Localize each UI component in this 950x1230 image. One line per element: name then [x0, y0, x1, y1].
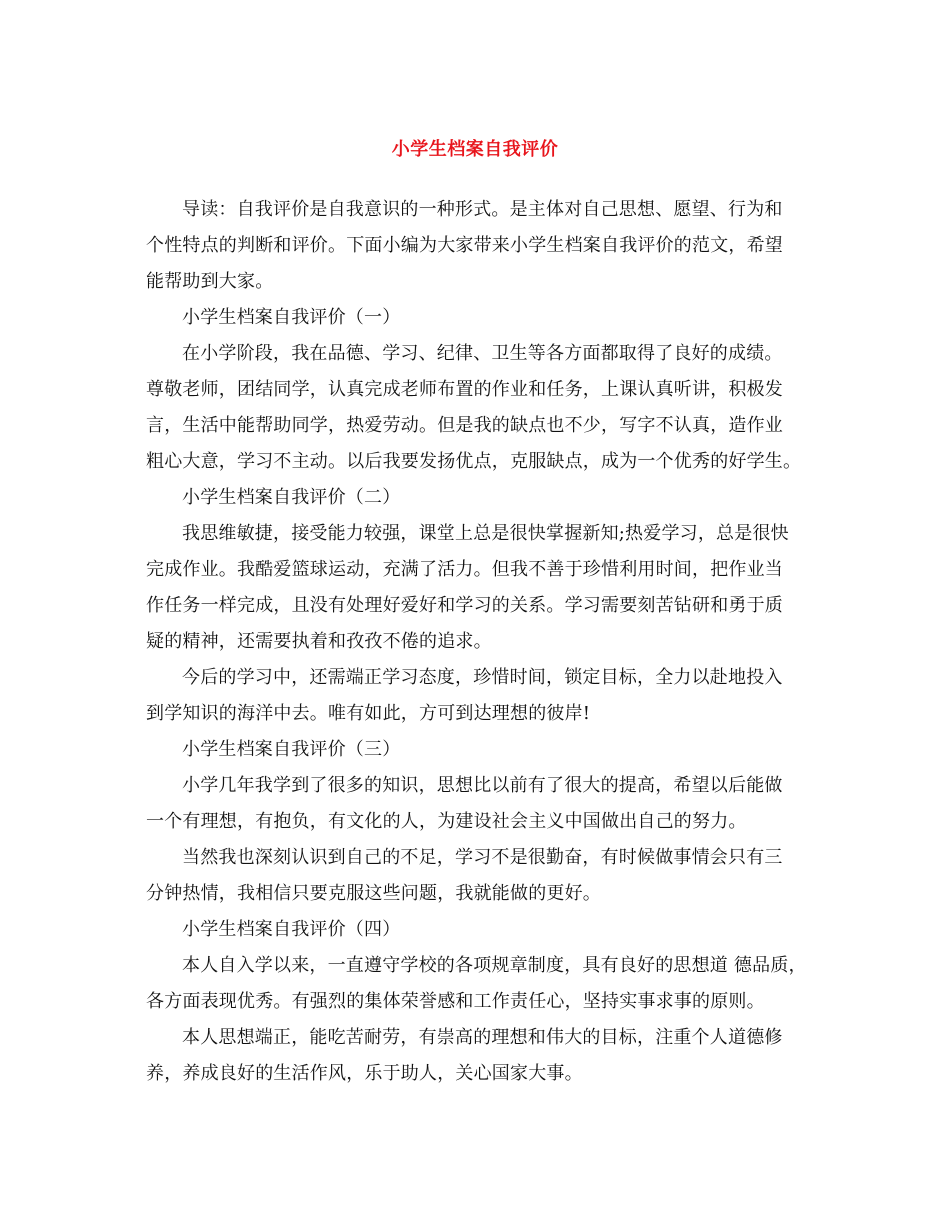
document-title: 小学生档案自我评价 — [391, 139, 559, 160]
paragraph-line: 作任务一样完成，且没有处理好爱好和学习的关系。学习需要刻苦钻研和勇于质 — [146, 595, 783, 616]
section-heading-1: 小学生档案自我评价（一） — [182, 307, 401, 328]
paragraph-line: 本人思想端正，能吃苦耐劳，有崇高的理想和伟大的目标，注重个人道德修 — [182, 1027, 783, 1048]
paragraph-line: 粗心大意，学习不主动。以后我要发扬优点，克服缺点，成为一个优秀的好学生。 — [146, 451, 802, 472]
paragraph-line: 各方面表现优秀。有强烈的集体荣誉感和工作责任心，坚持实事求事的原则。 — [146, 991, 765, 1012]
section-heading-2: 小学生档案自我评价（二） — [182, 487, 401, 508]
paragraph-line: 分钟热情，我相信只要克服这些问题，我就能做的更好。 — [146, 883, 601, 904]
paragraph-line: 完成作业。我酷爱篮球运动，充满了活力。但我不善于珍惜利用时间，把作业当 — [146, 559, 783, 580]
section-heading-4: 小学生档案自我评价（四） — [182, 919, 401, 940]
intro-line-2: 个性特点的判断和评价。下面小编为大家带来小学生档案自我评价的范文，希望 — [146, 235, 783, 256]
paragraph-line: 小学几年我学到了很多的知识，思想比以前有了很大的提高，希望以后能做 — [182, 775, 783, 796]
paragraph-line: 一个有理想，有抱负，有文化的人，为建设社会主义中国做出自己的努力。 — [146, 811, 747, 832]
paragraph-line: 到学知识的海洋中去。唯有如此，方可到达理想的彼岸! — [146, 703, 591, 724]
paragraph-line: 我思维敏捷，接受能力较强，课堂上总是很快掌握新知;热爱学习，总是很快 — [182, 523, 789, 544]
paragraph-line: 疑的精神，还需要执着和孜孜不倦的追求。 — [146, 631, 492, 652]
section-heading-3: 小学生档案自我评价（三） — [182, 739, 401, 760]
paragraph-line: 养，养成良好的生活作风，乐于助人，关心国家大事。 — [146, 1063, 583, 1084]
paragraph-line: 尊敬老师，团结同学，认真完成老师布置的作业和任务，上课认真听讲，积极发 — [146, 379, 783, 400]
paragraph-line: 本人自入学以来，一直遵守学校的各项规章制度，具有良好的思想道 德品质， — [182, 955, 807, 976]
paragraph-line: 言，生活中能帮助同学，热爱劳动。但是我的缺点也不少，写字不认真，造作业 — [146, 415, 783, 436]
intro-line-3: 能帮助到大家。 — [146, 271, 274, 292]
paragraph-line: 当然我也深刻认识到自己的不足，学习不是很勤奋，有时候做事情会只有三 — [182, 847, 783, 868]
intro-line-1: 导读：自我评价是自我意识的一种形式。是主体对自己思想、愿望、行为和 — [182, 199, 783, 220]
paragraph-line: 在小学阶段，我在品德、学习、纪律、卫生等各方面都取得了良好的成绩。 — [182, 343, 783, 364]
paragraph-line: 今后的学习中，还需端正学习态度，珍惜时间，锁定目标，全力以赴地投入 — [182, 667, 783, 688]
